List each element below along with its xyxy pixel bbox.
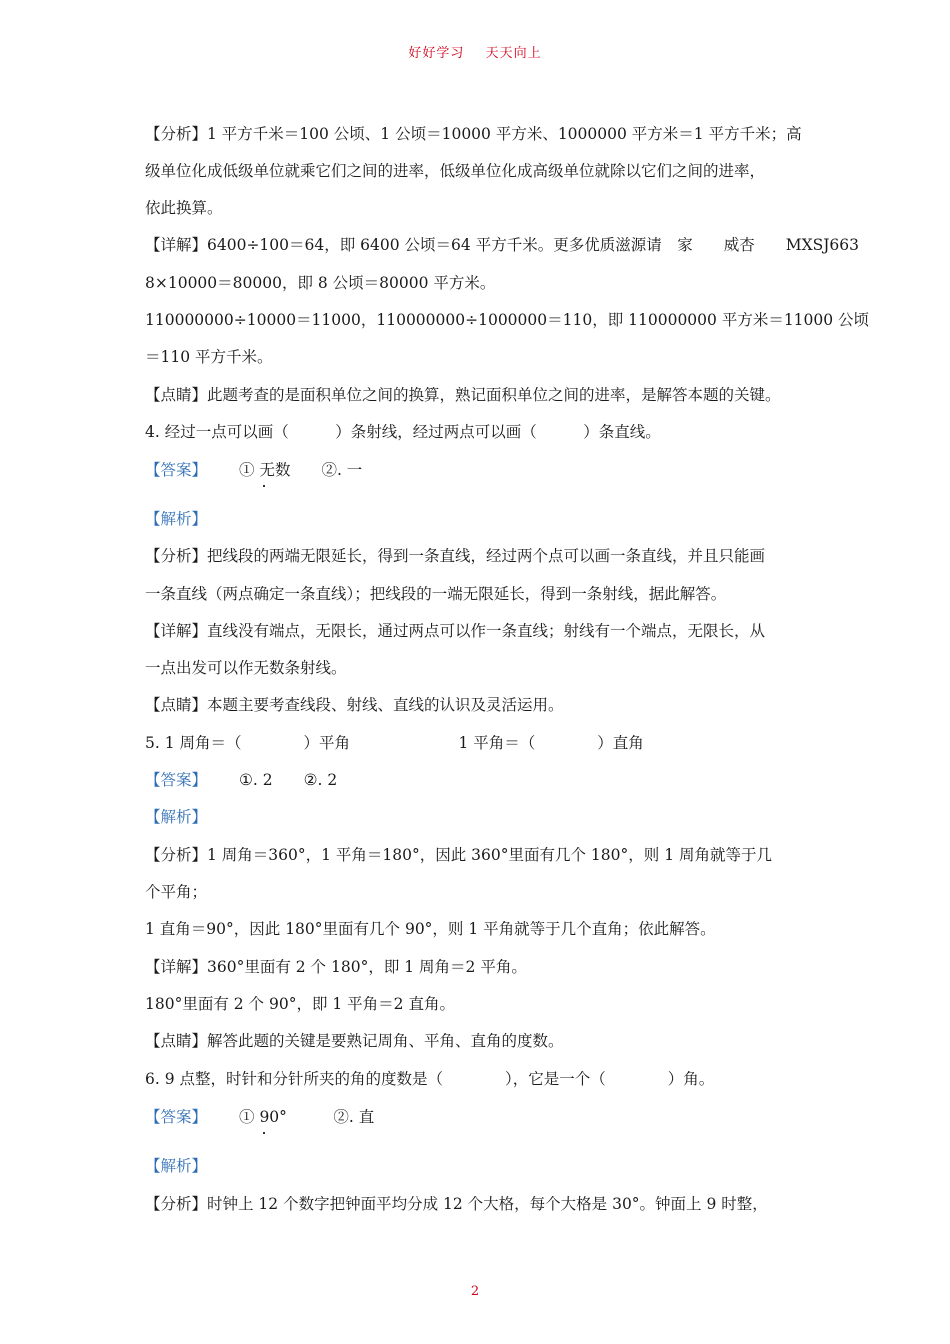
text-line: 180°里面有 2 个 90°，即 1 平角＝2 直角。 [145,995,455,1013]
text-line: 级单位化成低级单位就乘它们之间的进率，低级单位化成高级单位就除以它们之间的进率， [145,162,766,180]
mark-dot [263,485,265,487]
text-line: 【分析】时钟上 12 个数字把钟面平均分成 12 个大格，每个大格是 30°。钟面上 9 时整， [145,1195,768,1213]
answer-row-6 [145,1106,374,1128]
text-line: 个平角； [145,883,208,901]
header-left: 好好学习 [408,46,465,61]
text-line: 一点出发可以作无数条射线。 [145,659,347,677]
text-line: 【详解】360°里面有 2 个 180°，即 1 周角＝2 平角。 [145,958,527,976]
text-line: 【点睛】此题考查的是面积单位之间的换算，熟记面积单位之间的进率，是解答本题的关键。 [145,386,781,404]
text-line: 8×10000＝80000，即 8 公顷＝80000 平方米。 [145,274,496,292]
analysis-label: 【解析】 [145,808,208,826]
text-line: 【点睛】解答此题的关键是要熟记周角、平角、直角的度数。 [145,1032,564,1050]
text-line: 1 直角＝90°，因此 180°里面有几个 90°，则 1 平角就等于几个直角；依此解答。 [145,920,716,938]
header-right: 天天向上 [485,46,542,61]
text-line: 【分析】1 周角＝360°，1 平角＝180°，因此 360°里面有几个 180°，则 1 周角就等于几 [145,846,772,864]
answer-label: 【答案】 [145,771,208,789]
text-line: 【点睛】本题主要考查线段、射线、直线的认识及灵活运用。 [145,696,564,714]
text-line: 110000000÷10000＝11000，110000000÷1000000＝110，即 110000000 平方米＝11000 公顷 [145,311,870,329]
question-6: 6. 9 点整，时针和分针所夹的角的度数是（ ），它是一个（ ）角。 [145,1070,715,1088]
text-line: 【详解】6400÷100＝64，即 6400 公顷＝64 平方千米。更多优质滋源请 家 威杏 MXSJ663 [145,236,860,254]
answer-label: 【答案】 [145,461,208,479]
answer-label: 【答案】 [145,1108,208,1126]
analysis-label: 【解析】 [145,1157,208,1175]
answer-value: ①. 2 ②. 2 [239,771,338,789]
text-line: ＝110 平方千米。 [145,348,273,366]
text-line: 【分析】把线段的两端无限延长，得到一条直线，经过两个点可以画一条直线，并且只能画 [145,547,766,565]
page-number: 2 [470,1284,480,1299]
text-line: 【分析】1 平方千米＝100 公顷、1 公顷＝10000 平方米、1000000 平方米＝1 平方千米；高 [145,125,802,143]
text-line: 【详解】直线没有端点，无限长，通过两点可以作一条直线；射线有一个端点，无限长，从 [145,622,766,640]
question-5: 5. 1 周角＝（ ）平角 1 平角＝（ ）直角 [145,734,644,752]
answer-row-5 [145,769,337,791]
text-line: 依此换算。 [145,199,223,217]
answer-value: ① 无数 ②. 一 [239,461,363,479]
page-header [0,42,950,61]
analysis-label: 【解析】 [145,510,208,528]
answer-row-4 [145,459,362,481]
text-line: 一条直线（两点确定一条直线）；把线段的一端无限延长，得到一条射线，据此解答。 [145,585,727,603]
answer-value: ① 90° ②. 直 [239,1108,375,1126]
question-4: 4. 经过一点可以画（ ）条射线，经过两点可以画（ ）条直线。 [145,423,661,441]
mark-dot [263,1132,265,1134]
